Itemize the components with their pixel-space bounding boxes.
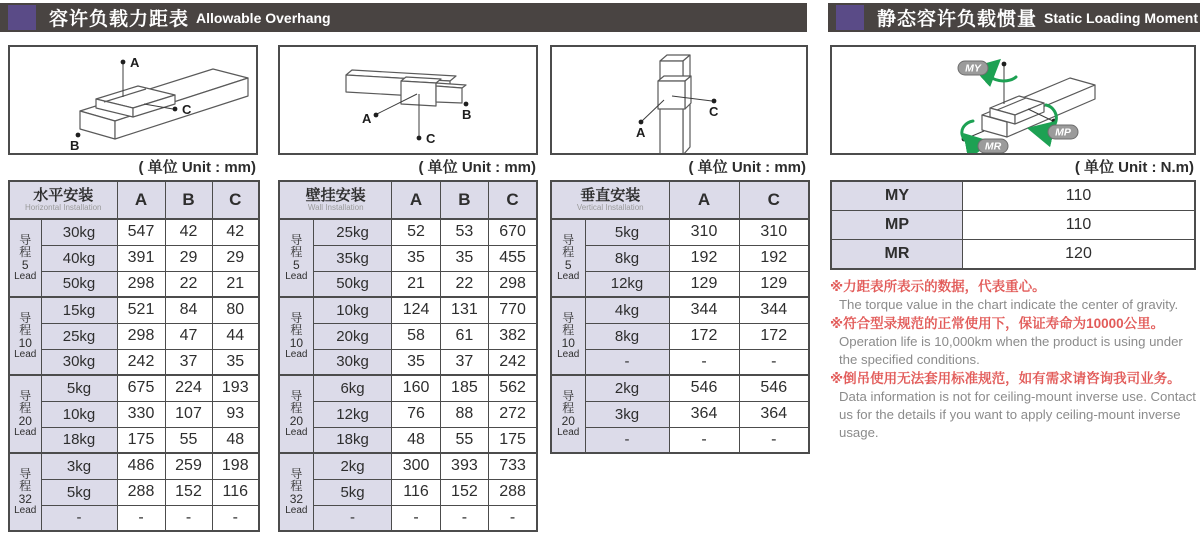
table-row xyxy=(9,349,259,375)
value-cell: 129 xyxy=(669,271,739,297)
table-title-zh: 垂直安装 xyxy=(580,186,641,204)
column-header: A xyxy=(117,181,165,219)
my-badge xyxy=(958,61,988,75)
table-row xyxy=(551,401,809,427)
value-cell: 670 xyxy=(489,219,537,245)
load-cell: 30kg xyxy=(313,349,392,375)
value-cell: - xyxy=(165,505,212,531)
value-cell: 58 xyxy=(392,323,440,349)
mr-badge xyxy=(978,139,1008,153)
unit-label-mm: ( 单位 Unit : mm) xyxy=(688,159,806,176)
wall-overhang-table xyxy=(278,180,538,532)
section-header-allowable-overhang xyxy=(0,3,807,32)
load-cell: 2kg xyxy=(585,375,669,401)
table-row xyxy=(9,401,259,427)
load-cell: 50kg xyxy=(313,271,392,297)
table-row xyxy=(9,245,259,271)
value-cell: - xyxy=(212,505,259,531)
load-cell: 8kg xyxy=(585,245,669,271)
value-cell: 172 xyxy=(669,323,739,349)
lead-cell: 导 程 5 Lead xyxy=(551,219,585,297)
load-cell: 25kg xyxy=(41,323,117,349)
value-cell: 185 xyxy=(440,375,488,401)
value-cell: 521 xyxy=(117,297,165,323)
value-cell: 310 xyxy=(669,219,739,245)
section-title-zh: 静态容许负载惯量 xyxy=(877,9,1038,30)
value-cell: 47 xyxy=(165,323,212,349)
value-cell: 675 xyxy=(117,375,165,401)
table-row xyxy=(279,479,537,505)
table-title xyxy=(551,181,669,219)
value-cell: - xyxy=(440,505,488,531)
note-item xyxy=(830,369,1200,442)
value-cell: 382 xyxy=(489,323,537,349)
section-title-zh: 容许负载力距表 xyxy=(49,9,190,30)
lead-cell: 导 程 20 Lead xyxy=(551,375,585,453)
value-cell: 22 xyxy=(440,271,488,297)
value-cell: 107 xyxy=(165,401,212,427)
value-cell: - xyxy=(739,349,809,375)
value-cell: 42 xyxy=(165,219,212,245)
load-cell: 40kg xyxy=(41,245,117,271)
value-cell: 42 xyxy=(212,219,259,245)
note-en: The torque value in the chart indicate the center of gravity. xyxy=(839,297,1179,312)
column-header: C xyxy=(489,181,537,219)
purple-accent-square xyxy=(8,5,36,30)
table-row xyxy=(9,479,259,505)
lead-cell: 导 程 20 Lead xyxy=(9,375,41,453)
value-cell: - xyxy=(739,427,809,453)
lead-cell: 导 程 10 Lead xyxy=(279,297,313,375)
load-cell: 20kg xyxy=(313,323,392,349)
unit-label-mm: ( 单位 Unit : mm) xyxy=(418,159,536,176)
section-header-static-loading-moment xyxy=(828,3,1200,32)
value-cell: 300 xyxy=(392,453,440,479)
wall-installation-column xyxy=(278,45,538,532)
load-cell: 10kg xyxy=(313,297,392,323)
note-zh: ※倒吊使用无法套用标准规范，如有需求请咨询我司业务。 xyxy=(830,371,1181,386)
table-title xyxy=(279,181,392,219)
load-cell: - xyxy=(585,349,669,375)
lead-cell: 导 程 10 Lead xyxy=(551,297,585,375)
value-cell: 93 xyxy=(212,401,259,427)
value-cell: 152 xyxy=(165,479,212,505)
value-cell: 198 xyxy=(212,453,259,479)
load-cell: - xyxy=(313,505,392,531)
moment-value: 110 xyxy=(963,181,1196,211)
value-cell: 562 xyxy=(489,375,537,401)
badge-label-my: MY xyxy=(965,62,981,75)
value-cell: 22 xyxy=(165,271,212,297)
load-cell: 3kg xyxy=(41,453,117,479)
value-cell: - xyxy=(669,349,739,375)
static-moment-table xyxy=(830,180,1196,270)
table-row xyxy=(279,505,537,531)
table-row xyxy=(279,271,537,297)
load-cell: 25kg xyxy=(313,219,392,245)
value-cell: 272 xyxy=(489,401,537,427)
point-label-c: C xyxy=(709,104,719,119)
table-row xyxy=(9,505,259,531)
value-cell: 131 xyxy=(440,297,488,323)
table-row xyxy=(279,219,537,245)
value-cell: 152 xyxy=(440,479,488,505)
value-cell: 192 xyxy=(669,245,739,271)
value-cell: 172 xyxy=(739,323,809,349)
value-cell: 160 xyxy=(392,375,440,401)
column-header: C xyxy=(739,181,809,219)
lead-cell: 导 程 32 Lead xyxy=(9,453,41,531)
load-cell: 5kg xyxy=(313,479,392,505)
value-cell: 116 xyxy=(212,479,259,505)
value-cell: 48 xyxy=(392,427,440,453)
footnotes xyxy=(830,277,1200,442)
unit-label-nm: ( 单位 Unit : N.m) xyxy=(1074,159,1194,176)
moment-value: 110 xyxy=(963,211,1196,240)
load-cell: 8kg xyxy=(585,323,669,349)
value-cell: 192 xyxy=(739,245,809,271)
value-cell: 29 xyxy=(165,245,212,271)
note-zh: ※符合型录规范的正常使用下，保证寿命为10000公里。 xyxy=(830,316,1165,331)
value-cell: 35 xyxy=(440,245,488,271)
value-cell: 546 xyxy=(739,375,809,401)
section-title-en: Static Loading Moment xyxy=(1044,9,1199,26)
table-row xyxy=(551,297,809,323)
value-cell: 455 xyxy=(489,245,537,271)
moment-label: MR xyxy=(831,240,963,270)
load-cell: 5kg xyxy=(41,479,117,505)
value-cell: 53 xyxy=(440,219,488,245)
table-row xyxy=(551,427,809,453)
point-label-c: C xyxy=(426,131,436,146)
value-cell: - xyxy=(489,505,537,531)
note-item xyxy=(830,314,1200,369)
table-header-row xyxy=(9,181,259,219)
point-label-c: C xyxy=(182,102,192,117)
value-cell: 310 xyxy=(739,219,809,245)
load-cell: 6kg xyxy=(313,375,392,401)
value-cell: 344 xyxy=(669,297,739,323)
value-cell: 37 xyxy=(440,349,488,375)
horizontal-rail-drawing xyxy=(10,47,256,153)
column-header: B xyxy=(165,181,212,219)
point-label-a: A xyxy=(130,55,140,70)
note-en: Operation life is 10,000km when the product is using under the specified conditions. xyxy=(839,334,1183,367)
value-cell: 37 xyxy=(165,349,212,375)
table-row xyxy=(551,375,809,401)
table-row xyxy=(9,219,259,245)
load-cell: 4kg xyxy=(585,297,669,323)
note-en: Data information is not for ceiling-mount inverse use. Contact us for the details if you want to apply ceiling-mount inverse usage. xyxy=(839,389,1196,440)
table-title-en: Horizontal Installation xyxy=(25,203,102,213)
vertical-installation-column xyxy=(550,45,808,454)
value-cell: 242 xyxy=(117,349,165,375)
value-cell: 55 xyxy=(165,427,212,453)
vertical-installation-diagram xyxy=(550,45,808,155)
load-cell: 5kg xyxy=(41,375,117,401)
mp-badge xyxy=(1048,125,1078,139)
value-cell: - xyxy=(392,505,440,531)
point-label-a: A xyxy=(636,125,646,140)
table-row xyxy=(9,297,259,323)
value-cell: 55 xyxy=(440,427,488,453)
value-cell: 288 xyxy=(489,479,537,505)
value-cell: 298 xyxy=(489,271,537,297)
value-cell: 486 xyxy=(117,453,165,479)
lead-cell: 导 程 20 Lead xyxy=(279,375,313,453)
value-cell: 52 xyxy=(392,219,440,245)
point-label-b: B xyxy=(70,138,80,153)
value-cell: 330 xyxy=(117,401,165,427)
load-cell: 30kg xyxy=(41,219,117,245)
value-cell: 546 xyxy=(669,375,739,401)
value-cell: 35 xyxy=(392,245,440,271)
column-header: C xyxy=(212,181,259,219)
value-cell: 224 xyxy=(165,375,212,401)
table-row xyxy=(551,323,809,349)
value-cell: 259 xyxy=(165,453,212,479)
vertical-rail-drawing xyxy=(552,47,806,153)
table-title-en: Vertical Installation xyxy=(576,203,644,213)
load-cell: 2kg xyxy=(313,453,392,479)
horizontal-overhang-table xyxy=(8,180,260,532)
table-row xyxy=(551,245,809,271)
badge-label-mr: MR xyxy=(984,140,1002,153)
value-cell: 35 xyxy=(212,349,259,375)
value-cell: 21 xyxy=(392,271,440,297)
table-row xyxy=(279,453,537,479)
section-title-en: Allowable Overhang xyxy=(196,9,331,26)
value-cell: 21 xyxy=(212,271,259,297)
wall-installation-diagram xyxy=(278,45,538,155)
value-cell: 175 xyxy=(117,427,165,453)
load-cell: 50kg xyxy=(41,271,117,297)
value-cell: 547 xyxy=(117,219,165,245)
table-title xyxy=(9,181,117,219)
value-cell: 48 xyxy=(212,427,259,453)
load-cell: 3kg xyxy=(585,401,669,427)
load-cell: - xyxy=(585,427,669,453)
point-label-b: B xyxy=(462,107,472,122)
value-cell: 124 xyxy=(392,297,440,323)
table-row xyxy=(279,375,537,401)
value-cell: 364 xyxy=(669,401,739,427)
lead-cell: 导 程 32 Lead xyxy=(279,453,313,531)
table-row xyxy=(279,297,537,323)
table-header-row xyxy=(279,181,537,219)
value-cell: 733 xyxy=(489,453,537,479)
table-row xyxy=(279,323,537,349)
load-cell: 15kg xyxy=(41,297,117,323)
table-title-en: Wall Installation xyxy=(307,203,364,213)
load-cell: 35kg xyxy=(313,245,392,271)
table-row xyxy=(9,427,259,453)
table-row xyxy=(279,401,537,427)
horizontal-installation-column xyxy=(8,45,258,532)
load-cell: 12kg xyxy=(585,271,669,297)
value-cell: 61 xyxy=(440,323,488,349)
value-cell: 770 xyxy=(489,297,537,323)
value-cell: 129 xyxy=(739,271,809,297)
table-row xyxy=(279,245,537,271)
table-row xyxy=(279,427,537,453)
value-cell: 393 xyxy=(440,453,488,479)
load-cell: 30kg xyxy=(41,349,117,375)
load-cell: 5kg xyxy=(585,219,669,245)
table-row xyxy=(551,219,809,245)
load-cell: 10kg xyxy=(41,401,117,427)
load-cell: 12kg xyxy=(313,401,392,427)
value-cell: 298 xyxy=(117,271,165,297)
column-header: B xyxy=(440,181,488,219)
table-row xyxy=(551,271,809,297)
table-title-zh: 壁挂安装 xyxy=(305,186,366,204)
lead-cell: 导 程 5 Lead xyxy=(279,219,313,297)
column-header: A xyxy=(392,181,440,219)
value-cell: 344 xyxy=(739,297,809,323)
horizontal-installation-diagram xyxy=(8,45,258,155)
moment-diagram xyxy=(830,45,1196,155)
point-label-a: A xyxy=(362,111,372,126)
value-cell: 193 xyxy=(212,375,259,401)
table-title-zh: 水平安装 xyxy=(33,186,94,204)
value-cell: 391 xyxy=(117,245,165,271)
lead-cell: 导 程 5 Lead xyxy=(9,219,41,297)
load-cell: 18kg xyxy=(313,427,392,453)
value-cell: 88 xyxy=(440,401,488,427)
moment-label: MY xyxy=(831,181,963,211)
table-row xyxy=(831,240,1195,270)
note-item xyxy=(830,277,1200,314)
table-row xyxy=(279,349,537,375)
table-row xyxy=(9,323,259,349)
value-cell: - xyxy=(669,427,739,453)
load-cell: 18kg xyxy=(41,427,117,453)
value-cell: 76 xyxy=(392,401,440,427)
value-cell: 242 xyxy=(489,349,537,375)
badge-label-mp: MP xyxy=(1055,126,1071,139)
value-cell: 80 xyxy=(212,297,259,323)
vertical-overhang-table xyxy=(550,180,810,454)
moment-value: 120 xyxy=(963,240,1196,270)
wall-rail-drawing xyxy=(280,47,536,153)
value-cell: - xyxy=(117,505,165,531)
static-moment-column xyxy=(830,45,1196,442)
table-row xyxy=(551,349,809,375)
value-cell: 288 xyxy=(117,479,165,505)
table-row xyxy=(9,271,259,297)
value-cell: 35 xyxy=(392,349,440,375)
value-cell: 298 xyxy=(117,323,165,349)
table-row xyxy=(831,181,1195,211)
value-cell: 84 xyxy=(165,297,212,323)
value-cell: 29 xyxy=(212,245,259,271)
table-row xyxy=(9,375,259,401)
table-header-row xyxy=(551,181,809,219)
purple-accent-square xyxy=(836,5,864,30)
moment-label: MP xyxy=(831,211,963,240)
unit-label-mm: ( 单位 Unit : mm) xyxy=(138,159,256,176)
value-cell: 364 xyxy=(739,401,809,427)
value-cell: 175 xyxy=(489,427,537,453)
lead-cell: 导 程 10 Lead xyxy=(9,297,41,375)
load-cell: - xyxy=(41,505,117,531)
note-zh: ※力距表所表示的数据，代表重心。 xyxy=(830,279,1046,294)
table-row xyxy=(9,453,259,479)
column-header: A xyxy=(669,181,739,219)
moment-rail-drawing xyxy=(832,47,1194,153)
table-row xyxy=(831,211,1195,240)
value-cell: 44 xyxy=(212,323,259,349)
value-cell: 116 xyxy=(392,479,440,505)
